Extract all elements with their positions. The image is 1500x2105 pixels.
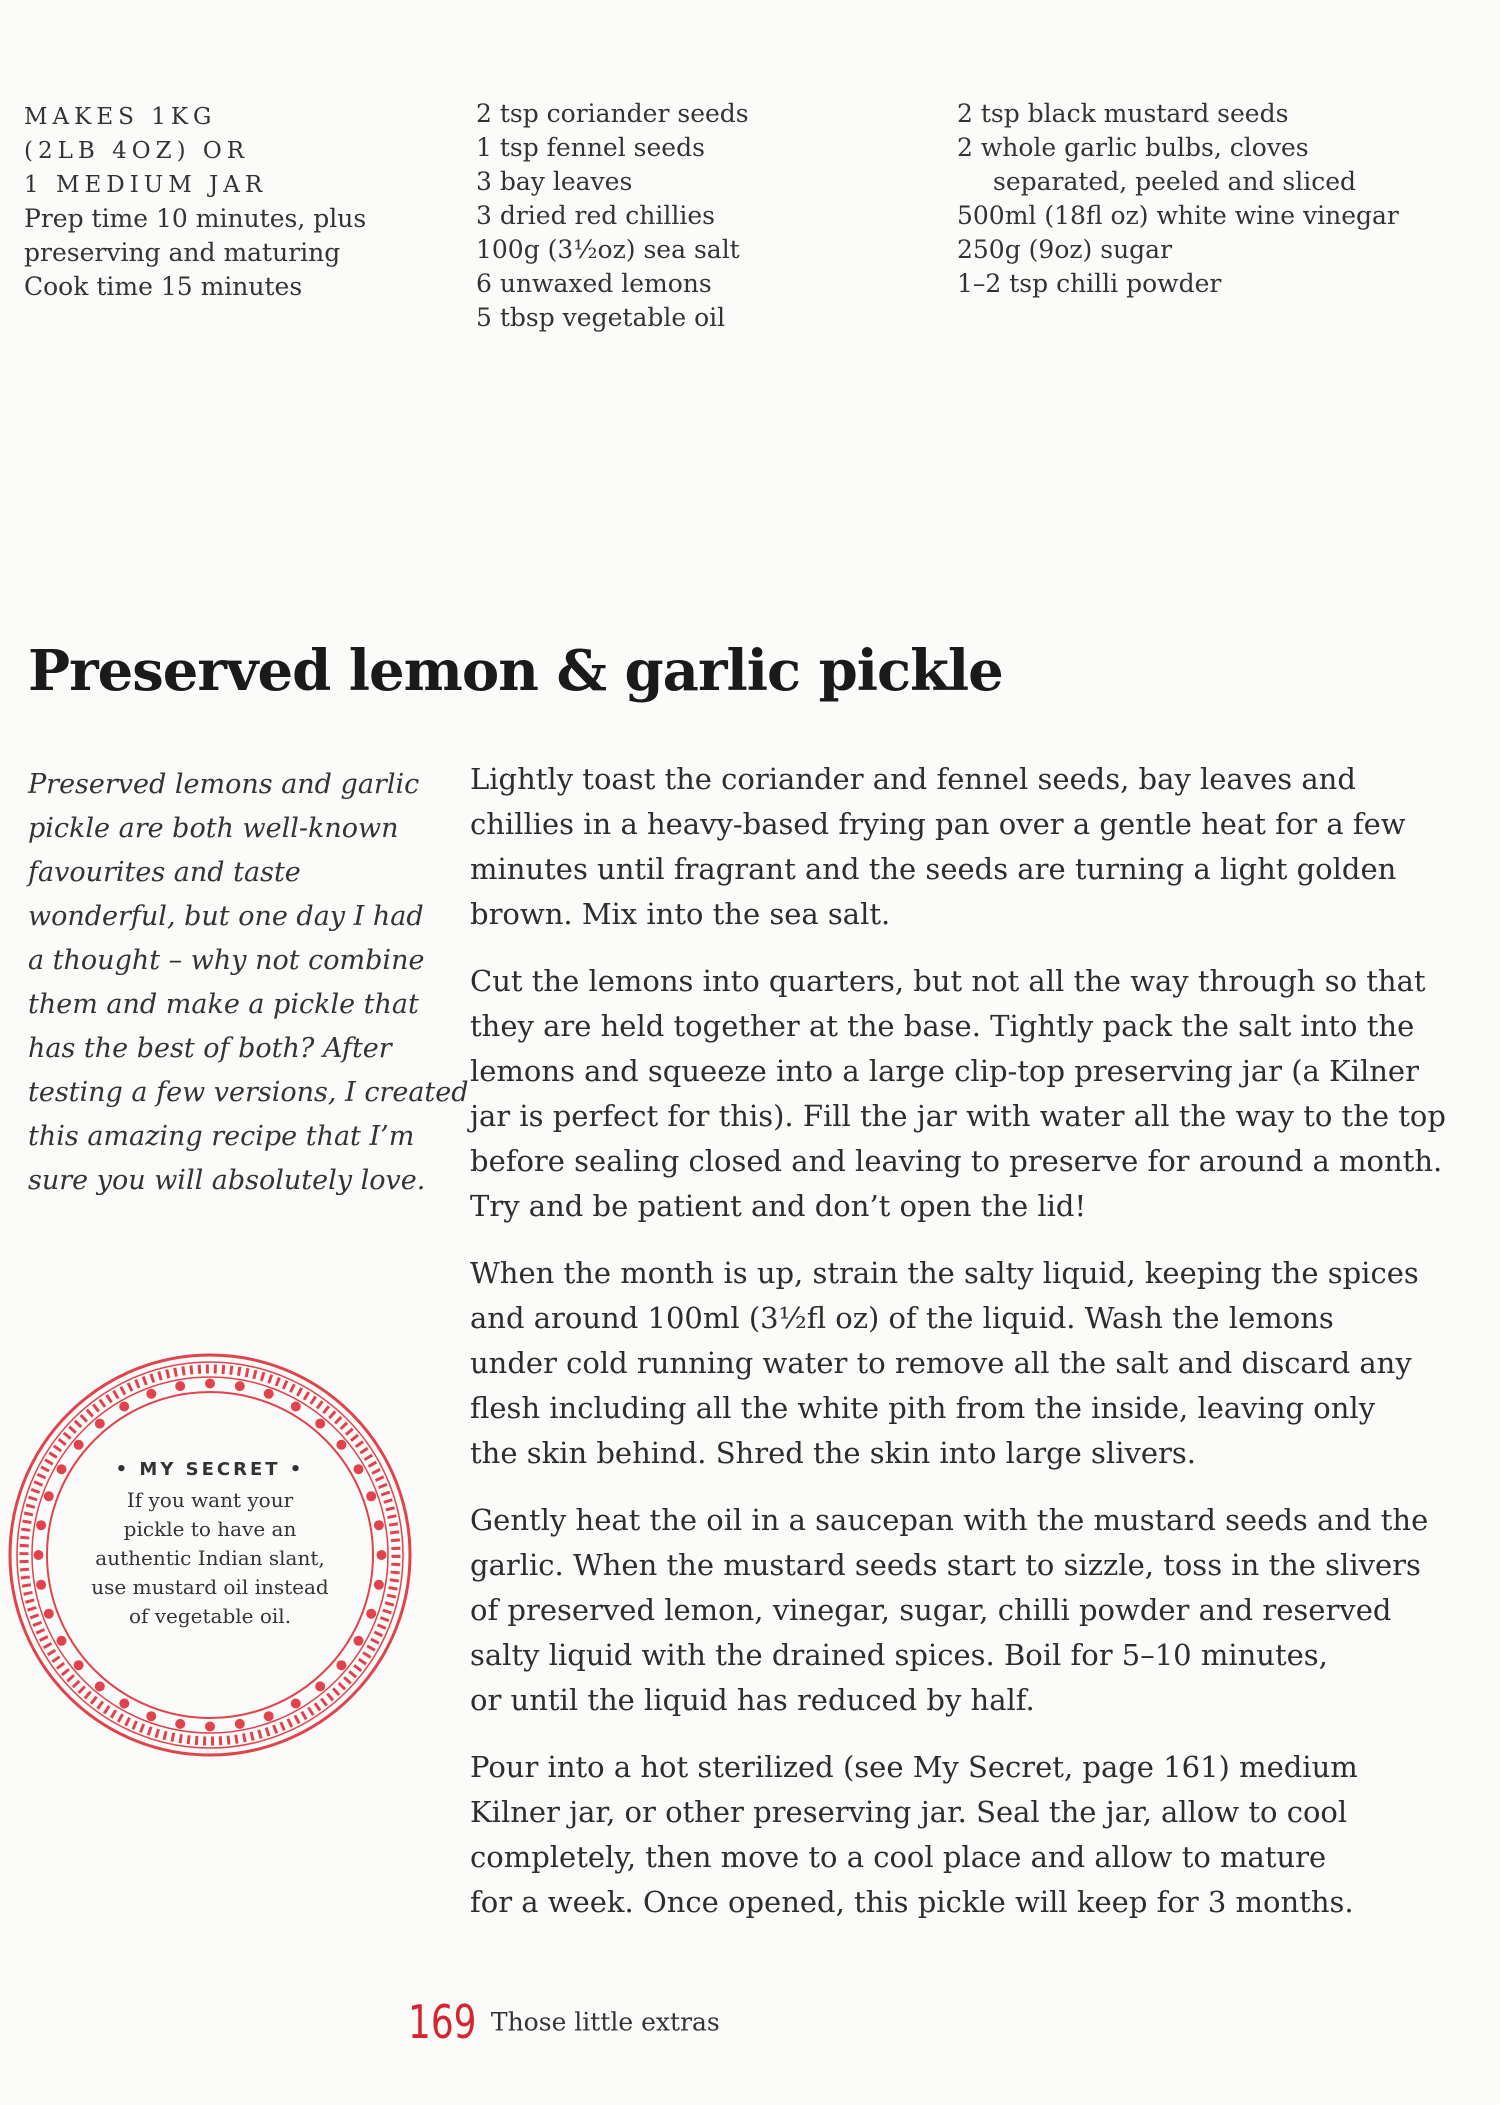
ring-dot bbox=[235, 1381, 245, 1391]
ring-dot bbox=[74, 1440, 84, 1450]
intro-line: this amazing recipe that I’m bbox=[28, 1121, 415, 1152]
secret-line: pickle to have an bbox=[123, 1517, 297, 1541]
ingredient-item: 2 whole garlic bulbs, cloves bbox=[957, 133, 1309, 162]
method-line: for a week. Once opened, this pickle will keep for 3 months. bbox=[470, 1885, 1354, 1919]
method-line: garlic. When the mustard seeds start to sizzle, toss in the slivers bbox=[470, 1548, 1421, 1582]
ring-dot bbox=[264, 1389, 274, 1399]
method-line: brown. Mix into the sea salt. bbox=[470, 897, 891, 931]
intro-line: sure you will absolutely love. bbox=[28, 1165, 426, 1196]
ring-dot bbox=[205, 1722, 215, 1732]
ring-dot bbox=[146, 1389, 156, 1399]
ring-dot bbox=[366, 1609, 376, 1619]
ingredient-item: 5 tbsp vegetable oil bbox=[476, 303, 726, 332]
method-steps bbox=[470, 757, 1470, 1947]
method-line: minutes until fragrant and the seeds are turning a light golden bbox=[470, 852, 1397, 886]
ring-dot bbox=[57, 1636, 67, 1646]
time-line: preserving and maturing bbox=[24, 238, 341, 267]
ring-dot bbox=[95, 1681, 105, 1691]
method-line: they are held together at the base. Tightly pack the salt into the bbox=[470, 1009, 1415, 1043]
method-line: the skin behind. Shred the skin into large slivers. bbox=[470, 1436, 1196, 1470]
ring-dot bbox=[336, 1660, 346, 1670]
section-name: Those little extras bbox=[490, 2007, 720, 2037]
intro-line: has the best of both? After bbox=[28, 1033, 392, 1064]
page-footer bbox=[408, 1995, 720, 2049]
recipe-intro bbox=[28, 763, 469, 1203]
ring-dot bbox=[374, 1580, 384, 1590]
intro-line: pickle are both well-known bbox=[28, 813, 399, 844]
ingredient-item: 250g (9oz) sugar bbox=[957, 235, 1173, 264]
intro-line: them and make a pickle that bbox=[28, 989, 419, 1020]
yield-line: (2LB 4OZ) OR bbox=[24, 138, 250, 164]
ring-dot bbox=[366, 1491, 376, 1501]
ingredient-item: 3 bay leaves bbox=[476, 167, 633, 196]
ingredient-item: 100g (3½oz) sea salt bbox=[476, 235, 740, 264]
method-line: and around 100ml (3½fl oz) of the liquid. Wash the lemons bbox=[470, 1301, 1334, 1335]
ring-dot bbox=[95, 1419, 105, 1429]
ingredient-item: 1–2 tsp chilli powder bbox=[957, 269, 1222, 298]
ring-dot bbox=[354, 1464, 364, 1474]
yield-line: 1 MEDIUM JAR bbox=[24, 172, 268, 198]
ring-dot bbox=[354, 1636, 364, 1646]
method-line: Try and be patient and don’t open the lid! bbox=[470, 1189, 1087, 1223]
method-line: Gently heat the oil in a saucepan with the mustard seeds and the bbox=[470, 1503, 1429, 1537]
method-step bbox=[470, 1498, 1470, 1723]
method-line: of preserved lemon, vinegar, sugar, chilli powder and reserved bbox=[470, 1593, 1392, 1627]
ring-dot bbox=[57, 1464, 67, 1474]
method-line: jar is perfect for this). Fill the jar with water all the way to the top bbox=[470, 1099, 1446, 1133]
secret-line: use mustard oil instead bbox=[91, 1575, 329, 1599]
ring-dot bbox=[44, 1491, 54, 1501]
time-line: Prep time 10 minutes, plus bbox=[24, 204, 367, 233]
method-line: lemons and squeeze into a large clip-top preserving jar (a Kilner bbox=[470, 1054, 1419, 1088]
ring-dot bbox=[36, 1580, 46, 1590]
method-step bbox=[470, 1745, 1470, 1925]
intro-line: wonderful, but one day I had bbox=[28, 901, 424, 932]
ingredient-item: 3 dried red chillies bbox=[476, 201, 715, 230]
ring-dot bbox=[119, 1402, 129, 1412]
ring-dot bbox=[175, 1719, 185, 1729]
recipe-meta bbox=[24, 100, 366, 304]
method-line: or until the liquid has reduced by half. bbox=[470, 1683, 1035, 1717]
ring-dot bbox=[336, 1440, 346, 1450]
intro-line: a thought – why not combine bbox=[28, 945, 425, 976]
ring-dot bbox=[146, 1711, 156, 1721]
ring-dot bbox=[235, 1719, 245, 1729]
recipe-title: Preserved lemon & garlic pickle bbox=[28, 638, 1003, 704]
intro-line: Preserved lemons and garlic bbox=[28, 769, 420, 800]
ring-dot bbox=[44, 1609, 54, 1619]
method-line: Lightly toast the coriander and fennel seeds, bay leaves and bbox=[470, 762, 1356, 796]
ingredients-column-2 bbox=[957, 97, 1399, 301]
ring-dot bbox=[291, 1402, 301, 1412]
ring-dot bbox=[74, 1660, 84, 1670]
method-line: salty liquid with the drained spices. Boil for 5–10 minutes, bbox=[470, 1638, 1328, 1672]
method-line: When the month is up, strain the salty liquid, keeping the spices bbox=[470, 1256, 1419, 1290]
ingredient-item: 6 unwaxed lemons bbox=[476, 269, 712, 298]
page-number: 169 bbox=[408, 1995, 477, 2049]
secret-heading: • MY SECRET • bbox=[115, 1459, 305, 1480]
method-line: chillies in a heavy-based frying pan over a gentle heat for a few bbox=[470, 807, 1406, 841]
ring-dot bbox=[315, 1419, 325, 1429]
ingredient-item: 2 tsp coriander seeds bbox=[476, 99, 749, 128]
method-step bbox=[470, 959, 1470, 1229]
ring-dot bbox=[175, 1381, 185, 1391]
intro-line: testing a few versions, I created bbox=[28, 1077, 469, 1108]
method-line: completely, then move to a cool place and allow to mature bbox=[470, 1840, 1327, 1874]
method-line: before sealing closed and leaving to preserve for around a month. bbox=[470, 1144, 1443, 1178]
ring-dot bbox=[291, 1699, 301, 1709]
intro-line: favourites and taste bbox=[28, 857, 301, 888]
secret-text bbox=[70, 1455, 350, 1631]
ingredient-item: 1 tsp fennel seeds bbox=[476, 133, 705, 162]
ring-dot bbox=[264, 1711, 274, 1721]
ingredient-item: separated, peeled and sliced bbox=[993, 167, 1357, 196]
ring-dot bbox=[34, 1550, 44, 1560]
method-line: under cold running water to remove all the salt and discard any bbox=[470, 1346, 1412, 1380]
method-line: Pour into a hot sterilized (see My Secret, page 161) medium bbox=[470, 1750, 1358, 1784]
ingredient-item: 2 tsp black mustard seeds bbox=[957, 99, 1289, 128]
ring-dot bbox=[205, 1379, 215, 1389]
ingredients-column-1 bbox=[476, 97, 749, 335]
ring-dot bbox=[36, 1520, 46, 1530]
ring-dot bbox=[119, 1699, 129, 1709]
ring-dot bbox=[315, 1681, 325, 1691]
method-step bbox=[470, 1251, 1470, 1476]
secret-line: If you want your bbox=[126, 1488, 294, 1512]
ingredient-item: 500ml (18fl oz) white wine vinegar bbox=[957, 201, 1399, 230]
method-line: Kilner jar, or other preserving jar. Seal the jar, allow to cool bbox=[470, 1795, 1348, 1829]
secret-line: authentic Indian slant, bbox=[95, 1546, 325, 1570]
method-step bbox=[470, 757, 1470, 937]
yield-line: MAKES 1KG bbox=[24, 104, 217, 130]
my-secret-box bbox=[0, 1345, 420, 1765]
method-line: flesh including all the white pith from the inside, leaving only bbox=[470, 1391, 1376, 1425]
method-line: Cut the lemons into quarters, but not all the way through so that bbox=[470, 964, 1426, 998]
ring-dot bbox=[374, 1520, 384, 1530]
time-line: Cook time 15 minutes bbox=[24, 272, 303, 301]
ring-dot bbox=[377, 1550, 387, 1560]
secret-line: of vegetable oil. bbox=[128, 1604, 292, 1628]
